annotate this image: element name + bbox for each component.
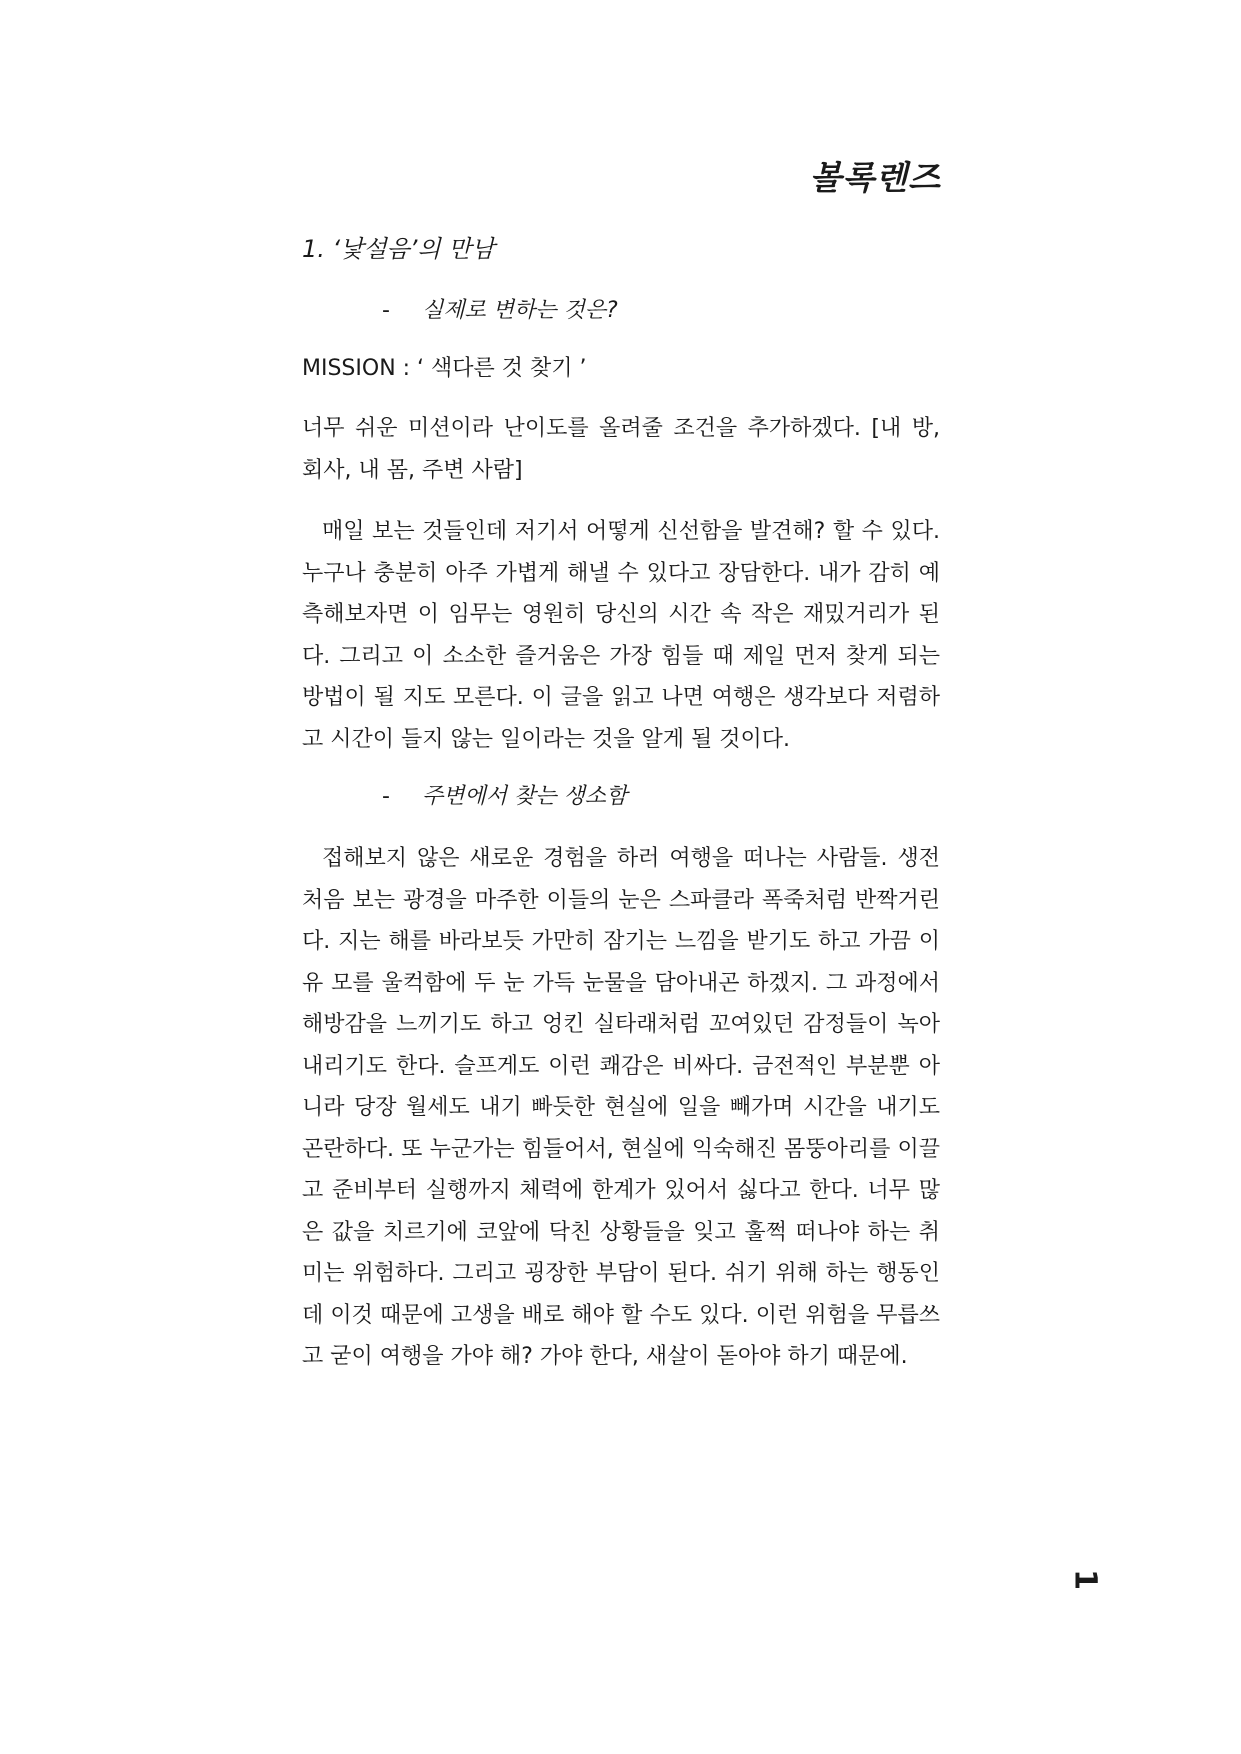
list-dash: - — [382, 298, 390, 323]
subheading-text: 주변에서 찾는 생소함 — [422, 784, 628, 809]
document-body — [302, 232, 940, 1398]
paragraph-daily-things: 매일 보는 것들인데 저기서 어떻게 신선함을 발견해? 할 수 있다. 누구나 충분히 아주 가볍게 해낼 수 있다고 장담한다. 내가 감히 예측해보자면 이 임무는 영원히 당신의 시간 속 작은 재밌거리가 된다. 그리고 이 소소한 즐거움은 가장 힘들 때 제일 먼저 찾게 되는 방법이 될 지도 모른다. 이 글을 읽고 나면 여행은 생각보다 저렴하고 시간이 들지 않는 일이라는 것을 알게 될 것이다. — [302, 519, 940, 752]
section-heading: 1. ‘낯설음’의 만남 — [302, 235, 495, 263]
subheading-text: 실제로 변하는 것은? — [422, 298, 618, 323]
paragraph-conditions: 너무 쉬운 미션이라 난이도를 올려줄 조건을 추가하겠다. [내 방, 회사, 내 몸, 주변 사람] — [302, 416, 940, 483]
mission-line: MISSION : ‘ 색다른 것 찾기 ’ — [302, 356, 587, 381]
list-dash: - — [382, 784, 390, 809]
subheading-unfamiliarity — [302, 780, 940, 814]
paragraph-travel: 접해보지 않은 새로운 경험을 하러 여행을 떠나는 사람들. 생전 처음 보는 광경을 마주한 이들의 눈은 스파클라 폭죽처럼 반짝거린다. 지는 해를 바라보듯 가만히 잠기는 느낌을 받기도 하고 가끔 이유 모를 울컥함에 두 눈 가득 눈물을 담아내곤 하겠지. 그 과정에서 해방감을 느끼기도 하고 엉킨 실타래처럼 꼬여있던 감정들이 녹아 내리기도 한다. 슬프게도 이런 쾌감은 비싸다. 금전적인 부분뿐 아니라 당장 월세도 내기 빠듯한 현실에 일을 빼가며 시간을 내기도 곤란하다. 또 누군가는 힘들어서, 현실에 익숙해진 몸뚱아리를 이끌고 준비부터 실행까지 체력에 한계가 있어서 싫다고 한다. 너무 많은 값을 치르기에 코앞에 닥친 상황들을 잊고 훌쩍 떠나야 하는 취미는 위험하다. 그리고 굉장한 부담이 된다. 쉬기 위해 하는 행동인데 이것 때문에 고생을 배로 해야 할 수도 있다. 이런 위험을 무릅쓰고 굳이 여행을 가야 해? 가야 한다, 새살이 돋아야 하기 때문에. — [302, 846, 940, 1369]
subheading-real-change — [302, 294, 940, 328]
document-title: 볼록렌즈 — [809, 158, 941, 197]
page-number: 1 — [1067, 1569, 1103, 1590]
